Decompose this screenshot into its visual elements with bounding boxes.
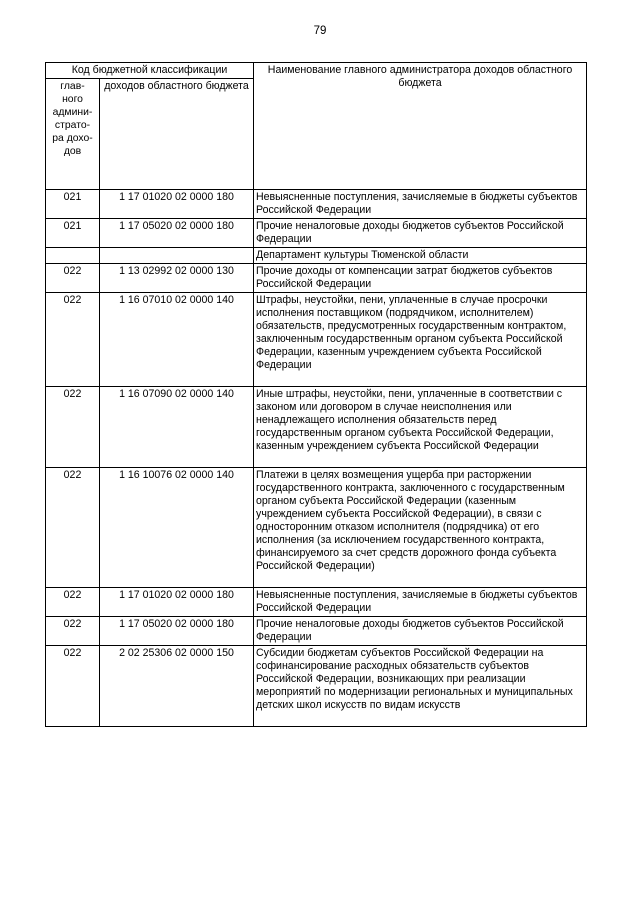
page-number: 79 [313,25,327,37]
table-header-row [46,63,587,79]
income-name-cell: Прочие доходы от компенсации затрат бюджетов субъектов Российской Федерации [254,264,587,293]
income-name-cell: Невыясненные поступления, зачисляемые в бюджеты субъектов Российской Федерации [254,190,587,219]
table-row [46,646,587,727]
table-body [46,190,587,727]
admin-code-cell: 022 [46,617,100,646]
admin-code-cell: 021 [46,219,100,248]
table-row [46,387,587,468]
table-row [46,617,587,646]
header-admin-code [46,79,100,190]
income-name-cell: Иные штрафы, неустойки, пени, уплаченные в соответствии с законом или договором в случае неисполнения или ненадлежащего исполнения обязательств перед государственным органом субъекта Российской Федерации, казенным учреждением субъекта Российской Федерации [254,387,587,468]
income-code-cell: 1 16 07090 02 0000 140 [100,387,254,468]
income-code-cell [100,248,254,264]
income-code-cell: 1 17 05020 02 0000 180 [100,617,254,646]
income-name-cell: Субсидии бюджетам субъектов Российской Федерации на софинансирование расходных обязательств субъектов Российской Федерации, возникающих при реализации мероприятий по модернизации региональных и муниципальных детских школ искусств по видам искусств [254,646,587,727]
admin-code-cell [46,248,100,264]
income-name-cell: Штрафы, неустойки, пени, уплаченные в случае просрочки исполнения поставщиком (подрядчиком, исполнителем) обязательств, предусмотренных государственным контрактом, заключенным государственным органом субъекта Российской Федерации, казенным учреждением субъекта Российской Федерации [254,293,587,387]
admin-code-cell: 021 [46,190,100,219]
header-income-code: доходов областного бюджета [100,79,254,190]
header-code-group: Код бюджетной классификации [46,63,254,79]
table-row [46,219,587,248]
department-row [46,248,587,264]
income-code-cell: 1 16 10076 02 0000 140 [100,468,254,588]
income-code-cell: 1 13 02992 02 0000 130 [100,264,254,293]
income-code-cell: 1 16 07010 02 0000 140 [100,293,254,387]
admin-code-cell: 022 [46,646,100,727]
table-row [46,190,587,219]
header-admin-name: Наименование главного администратора доходов областного бюджета [254,63,587,190]
admin-code-cell: 022 [46,468,100,588]
department-name-cell: Департамент культуры Тюменской области [254,248,587,264]
admin-code-cell: 022 [46,264,100,293]
admin-code-cell: 022 [46,588,100,617]
table-row [46,264,587,293]
header-admin-code-text: глав- ного админи- страто- ра дохо- дов [52,81,93,157]
income-code-cell: 1 17 05020 02 0000 180 [100,219,254,248]
income-name-cell: Прочие неналоговые доходы бюджетов субъектов Российской Федерации [254,219,587,248]
budget-classification-table [45,62,587,727]
income-name-cell: Невыясненные поступления, зачисляемые в бюджеты субъектов Российской Федерации [254,588,587,617]
income-code-cell: 2 02 25306 02 0000 150 [100,646,254,727]
income-code-cell: 1 17 01020 02 0000 180 [100,190,254,219]
admin-code-cell: 022 [46,387,100,468]
admin-code-cell: 022 [46,293,100,387]
income-code-cell: 1 17 01020 02 0000 180 [100,588,254,617]
table-row [46,468,587,588]
income-name-cell: Прочие неналоговые доходы бюджетов субъектов Российской Федерации [254,617,587,646]
income-name-cell: Платежи в целях возмещения ущерба при расторжении государственного контракта, заключенного с государственным органом субъекта Российской Федерации (казенным учреждением субъекта Российской Федерации), в связи с односторонним отказом исполнителя (подрядчика) от его исполнения (за исключением государственного контракта, финансируемого за счет средств дорожного фонда субъекта Российской Федерации) [254,468,587,588]
table-row [46,588,587,617]
table-row [46,293,587,387]
